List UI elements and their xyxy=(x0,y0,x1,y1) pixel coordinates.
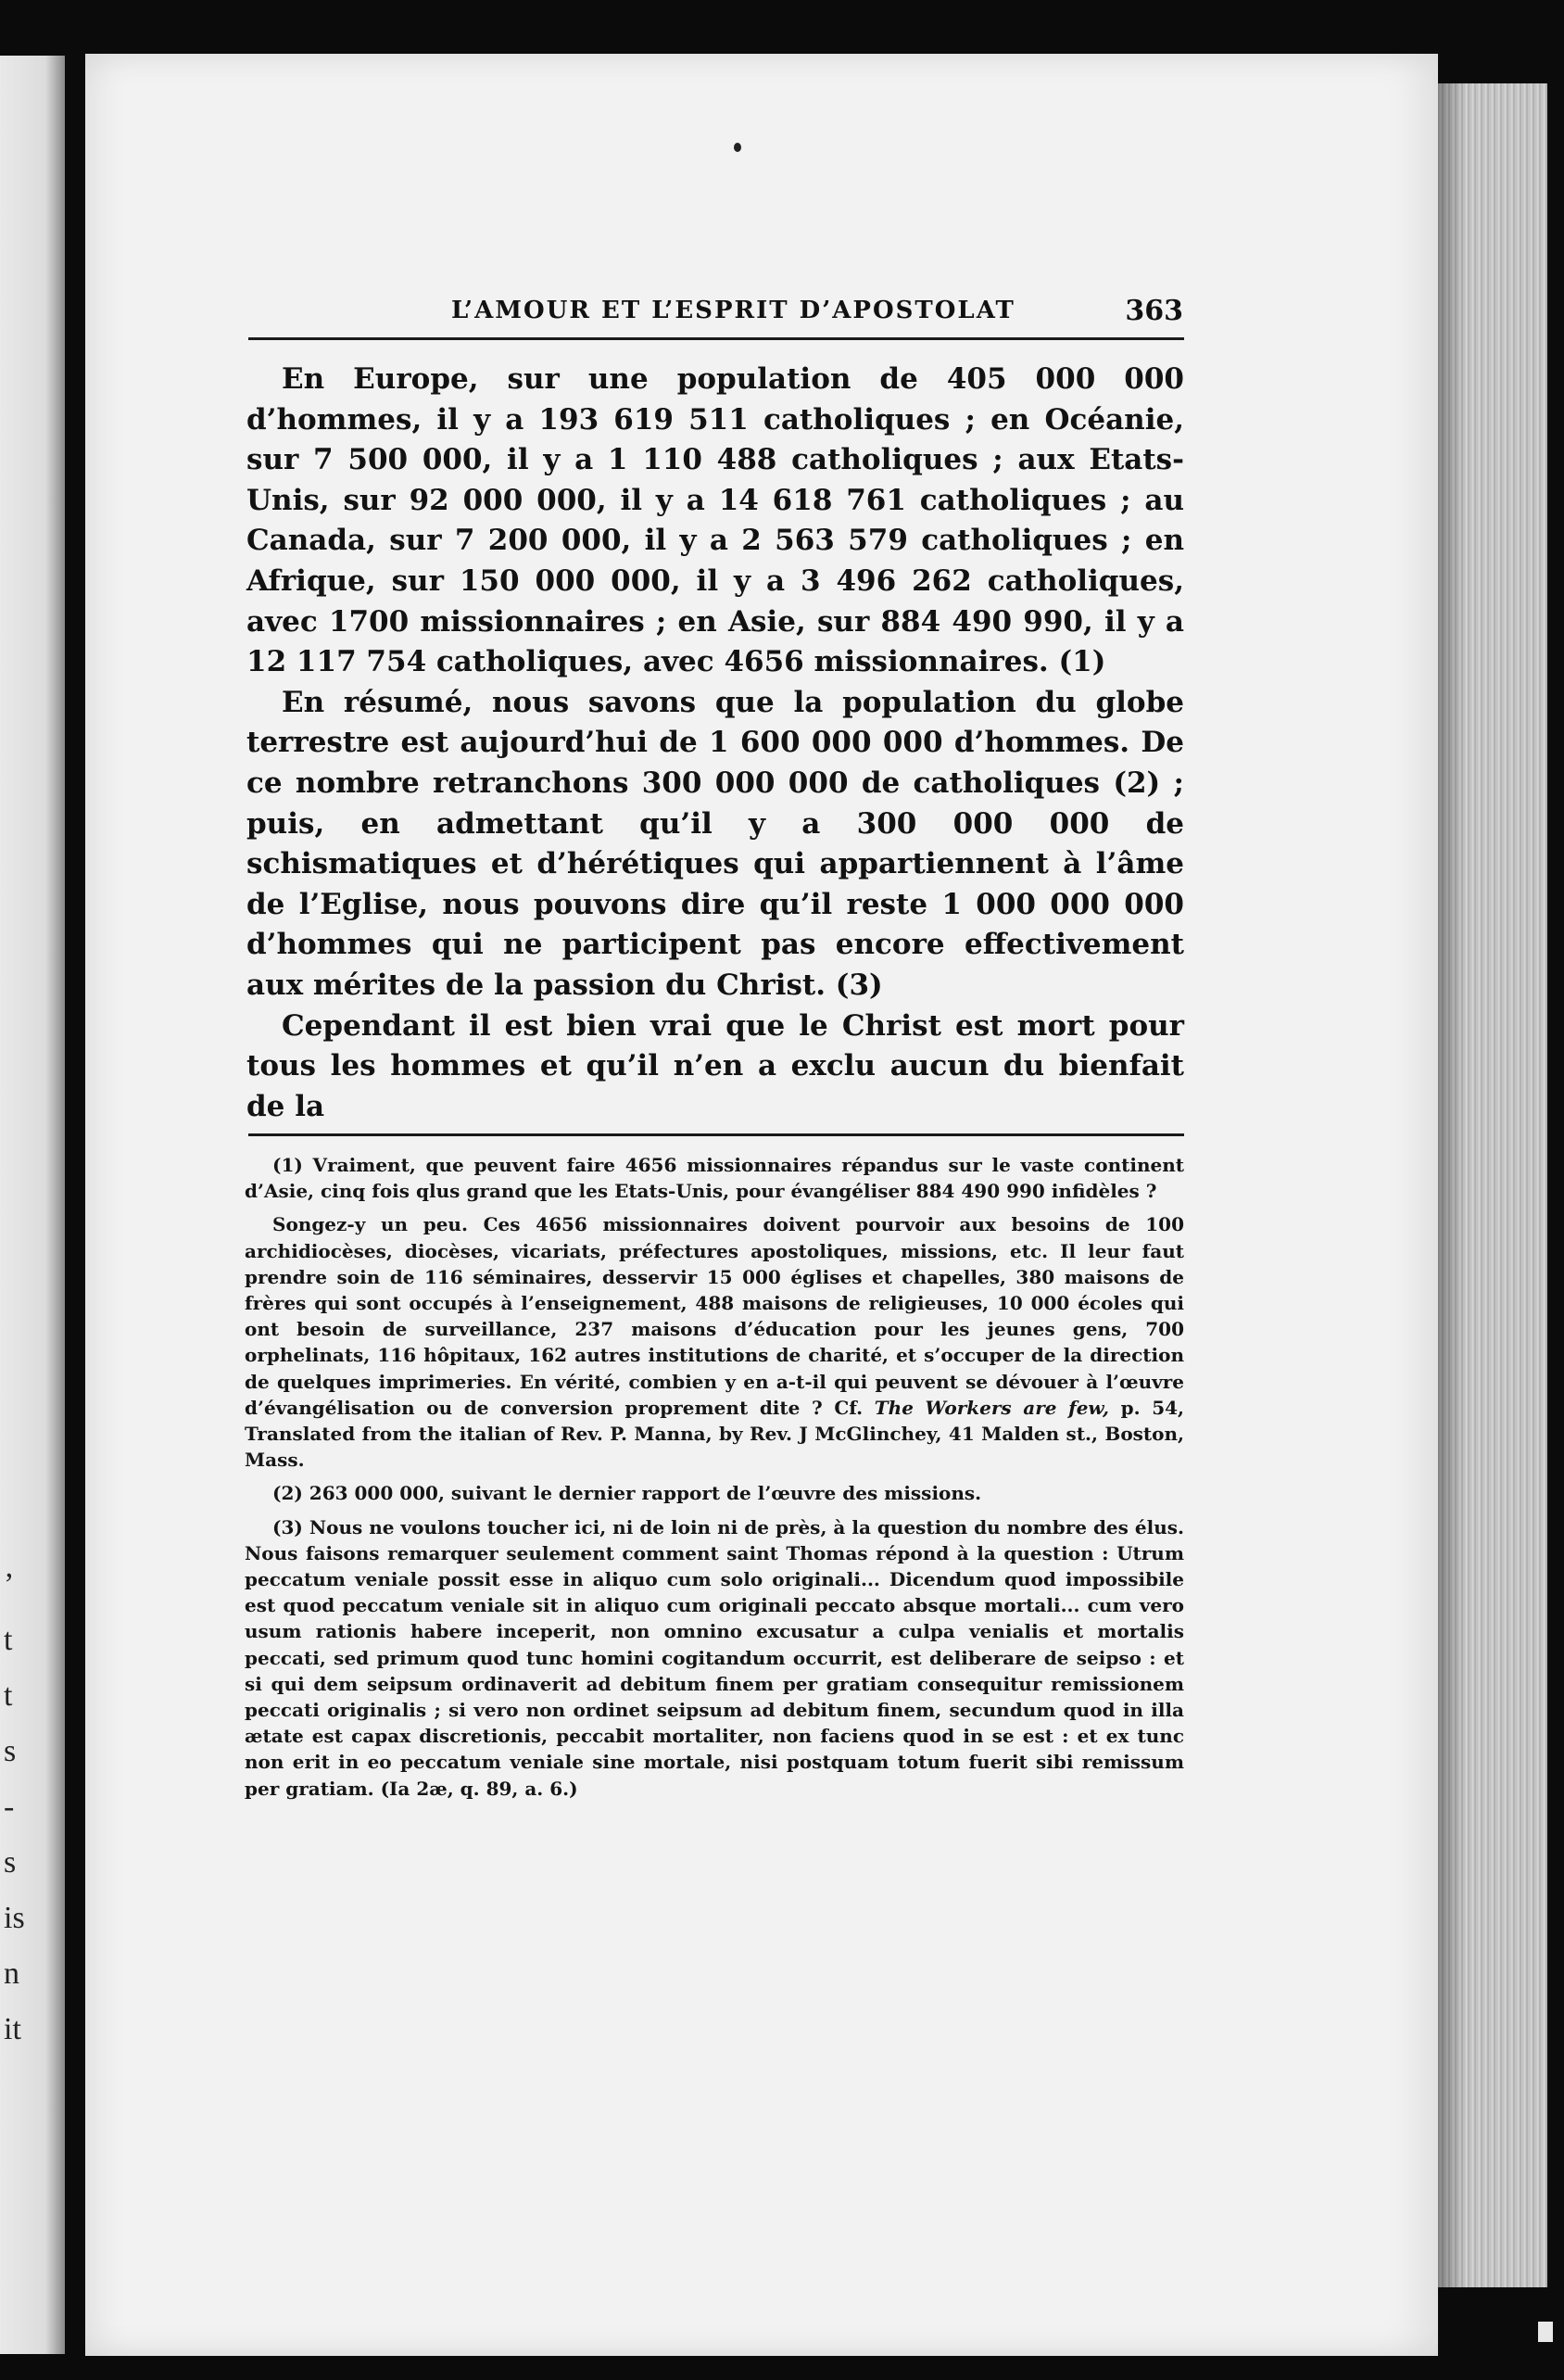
left-fragment-line: it xyxy=(4,2012,21,2046)
page-number: 363 xyxy=(1125,295,1183,327)
body-paragraph: En Europe, sur une population de 405 000 000 d’hommes, il y a 193 619 511 catholiques ; en Océanie, sur 7 500 000, il y a 1 110 488 catholiques ; aux Etats-Unis, sur 92 000 000, il y a 14 618 761 catholiques ; au Canada, sur 7 200 000, il y a 2 563 579 catholiques ; en Afrique, sur 150 000 000, il y a 3 496 262 catholiques, avec 1700 missionnaires ; en Asie, sur 884 490 990, il y a 12 117 754 catholiques, avec 4656 missionnaires. (1) xyxy=(246,362,1184,679)
footnote-1-text: Songez-y un peu. Ces 4656 missionnaires doivent pourvoir aux besoins de 100 archidiocèses, diocèses, vicariats, préfectures apostoliques, missions, etc. Il leur faut prendre soin de 116 séminaires, desservir 15 000 églises et chapelles, 380 maisons de frères qui sont occupés à l’enseignement, 488 maisons de religieuses, 10 000 écoles qui ont besoin de surveillance, 237 maisons d’éducation pour les jeunes gens, 700 orphelinats, 116 hôpitaux, 162 autres institutions de charité, et s’occuper de la direction de quelques imprimeries. En vérité, combien y en a-t-il qui peuvent se dévouer à l’œuvre d’évangélisation ou de conversion proprement dite ? Cf. xyxy=(245,1213,1184,1419)
footnote-3: (3) Nous ne voulons toucher ici, ni de loin ni de près, à la question du nombre des élus. Nous faisons remarquer seulement comment saint Thomas répond à la question : Utrum peccatum veniale possit esse in aliquo cum solo originali... Dicendum quod impossibile est quod peccatum veniale sit in aliquo cum originali peccato absque mortali... cum vero usum rationis habere inceperit, non omnino excusatur a culpa venialis et mortalis peccati, sed primum quod tunc homini cogitandum occurrit, est deliberare de seipso : et si qui dem seipsum ordinaverit ad debitum finem per gratiam consequitur remissionem peccati originalis ; si vero non ordinet seipsum ad debitum finem, secundum quod in illa ætate est capax discretionis, peccabit mortaliter, non faciens quod in se est : et ex tunc non erit in eo peccatum veniale sine mortale, nisi postquam totum fuerit sibi remissum per gratiam. (Ia 2æ, q. 89, a. 6.) xyxy=(245,1515,1184,1800)
left-fragment-line: ’ xyxy=(4,1567,15,1601)
header-rule xyxy=(248,337,1184,340)
left-fragment-line: t xyxy=(4,1623,13,1657)
left-fragment-line: n xyxy=(4,1956,19,1991)
footnotes xyxy=(245,1152,1184,1809)
left-fragment-line: s xyxy=(4,1845,17,1880)
body-paragraph: En résumé, nous savons que la population du globe terrestre est aujourd’hui de 1 600 000 000 d’hommes. De ce nombre retranchons 300 000 000 de catholiques (2) ; puis, en admettant qu’il y a 300 000 000 de schismatiques et d’hérétiques qui appartiennent à l’âme de l’Eglise, nous pouvons dire qu’il reste 1 000 000 000 d’hommes qui ne participent pas encore effectivement aux mérites de la passion du Christ. (3) xyxy=(246,685,1184,1002)
footnote-1-continued xyxy=(245,1211,1184,1473)
ink-speck xyxy=(734,143,741,152)
left-fragment-line: s xyxy=(4,1734,17,1768)
page-stack-shadow xyxy=(1438,83,1466,2287)
running-title: L’AMOUR ET L’ESPRIT D’APOSTOLAT xyxy=(451,297,1015,324)
left-fragment-line: - xyxy=(4,1790,15,1824)
body-text xyxy=(246,360,1184,1127)
left-fragment-line: is xyxy=(4,1901,25,1935)
body-paragraph: Cependant il est bien vrai que le Christ est mort pour tous les hommes et qu’il n’en a exclu aucun du bienfait de la xyxy=(246,1008,1184,1123)
left-page-fragment xyxy=(0,1557,56,2057)
footnote-1: (1) Vraiment, que peuvent faire 4656 missionnaires répandus sur le vaste continent d’Asie, cinq fois qlus grand que les Etats-Unis, pour évangéliser 884 490 990 infidèles ? xyxy=(245,1154,1184,1203)
left-fragment-line: t xyxy=(4,1678,13,1713)
footnote-1-citation: p. 54, Translated from the italian of Rev. P. Manna, by Rev. J McGlinchey, 41 Malden st., Boston, Mass. xyxy=(245,1396,1184,1472)
cited-book-title: The Workers are few, xyxy=(874,1396,1109,1419)
book-page xyxy=(85,54,1438,2356)
footnote-2: (2) 263 000 000, suivant le dernier rapport de l’œuvre des missions. xyxy=(272,1482,982,1505)
corner-mark xyxy=(1538,2322,1553,2342)
left-page-edge xyxy=(0,56,65,2354)
footnote-rule xyxy=(248,1133,1184,1136)
page-header xyxy=(252,297,1183,335)
